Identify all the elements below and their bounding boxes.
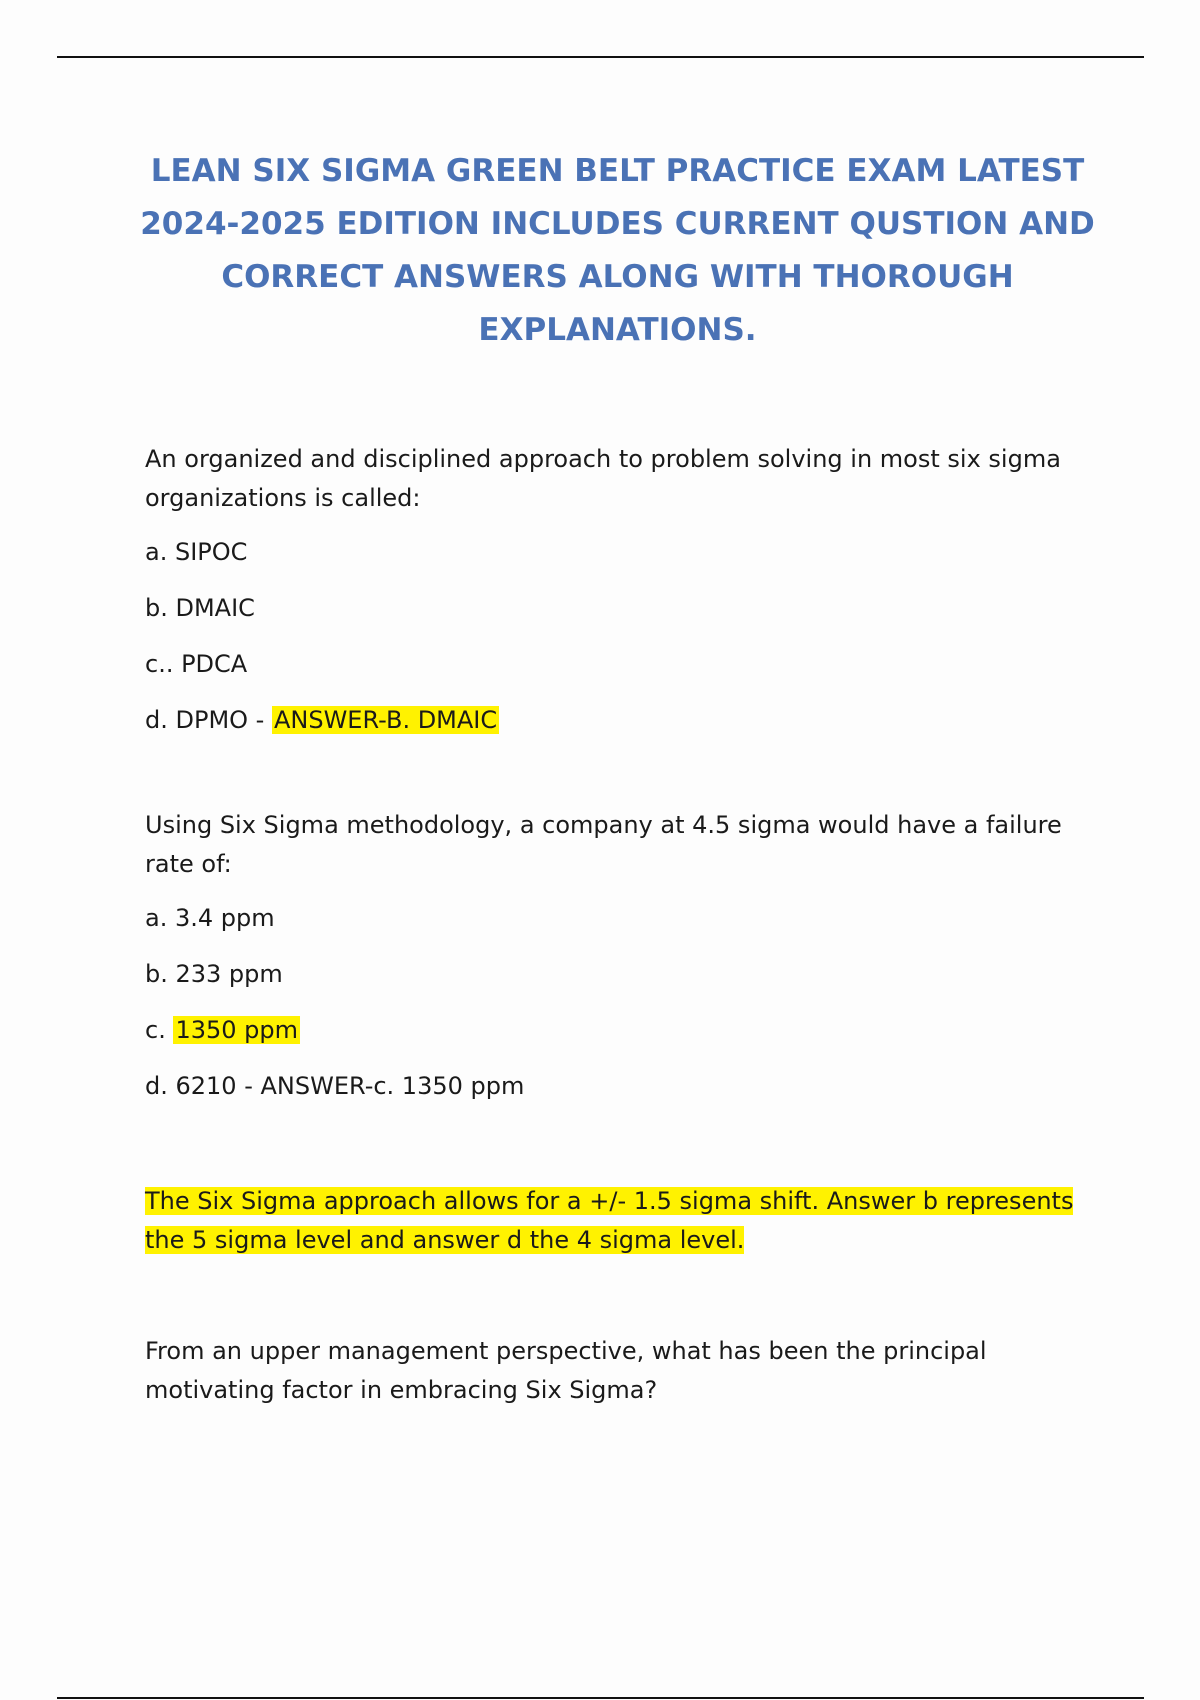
- q2-explanation: [145, 1182, 1100, 1260]
- question-2: Using Six Sigma methodology, a company at 4.5 sigma would have a failure rate of:: [145, 811, 1062, 878]
- top-rule: [57, 56, 1144, 58]
- question-3: From an upper management perspective, what has been the principal motivating factor in embracing Six Sigma?: [145, 1337, 987, 1404]
- q2-option-c-label: c.: [145, 1016, 174, 1044]
- q2-option-c-highlight: 1350 ppm: [175, 1016, 299, 1044]
- bottom-rule: [57, 1697, 1144, 1699]
- q1-option-a: a. SIPOC: [145, 538, 248, 566]
- q1-option-d-label: d. DPMO -: [145, 706, 272, 734]
- document-title: LEAN SIX SIGMA GREEN BELT PRACTICE EXAM LATEST 2024-2025 EDITION INCLUDES CURRENT QUSTION AND CORRECT ANSWERS ALONG WITH THOROUGH EXPLANATIONS.: [140, 153, 1095, 348]
- q2-option-b: b. 233 ppm: [145, 960, 283, 988]
- q2-option-d: d. 6210 - ANSWER-c. 1350 ppm: [145, 1072, 525, 1100]
- q2-option-a: a. 3.4 ppm: [145, 904, 275, 932]
- q2-option-c: [145, 1010, 1100, 1050]
- q1-answer-highlight: ANSWER-B. DMAIC: [273, 706, 498, 734]
- document-body: [145, 440, 1100, 1424]
- q2-explanation-text: The Six Sigma approach allows for a +/- 1.5 sigma shift. Answer b represents the 5 sigma level and answer d the 4 sigma level.: [145, 1187, 1074, 1254]
- q1-option-d: [145, 700, 1100, 740]
- q1-option-c: c.. PDCA: [145, 650, 248, 678]
- q1-option-b: b. DMAIC: [145, 594, 255, 622]
- question-1: An organized and disciplined approach to problem solving in most six sigma organizations is called:: [145, 445, 1061, 512]
